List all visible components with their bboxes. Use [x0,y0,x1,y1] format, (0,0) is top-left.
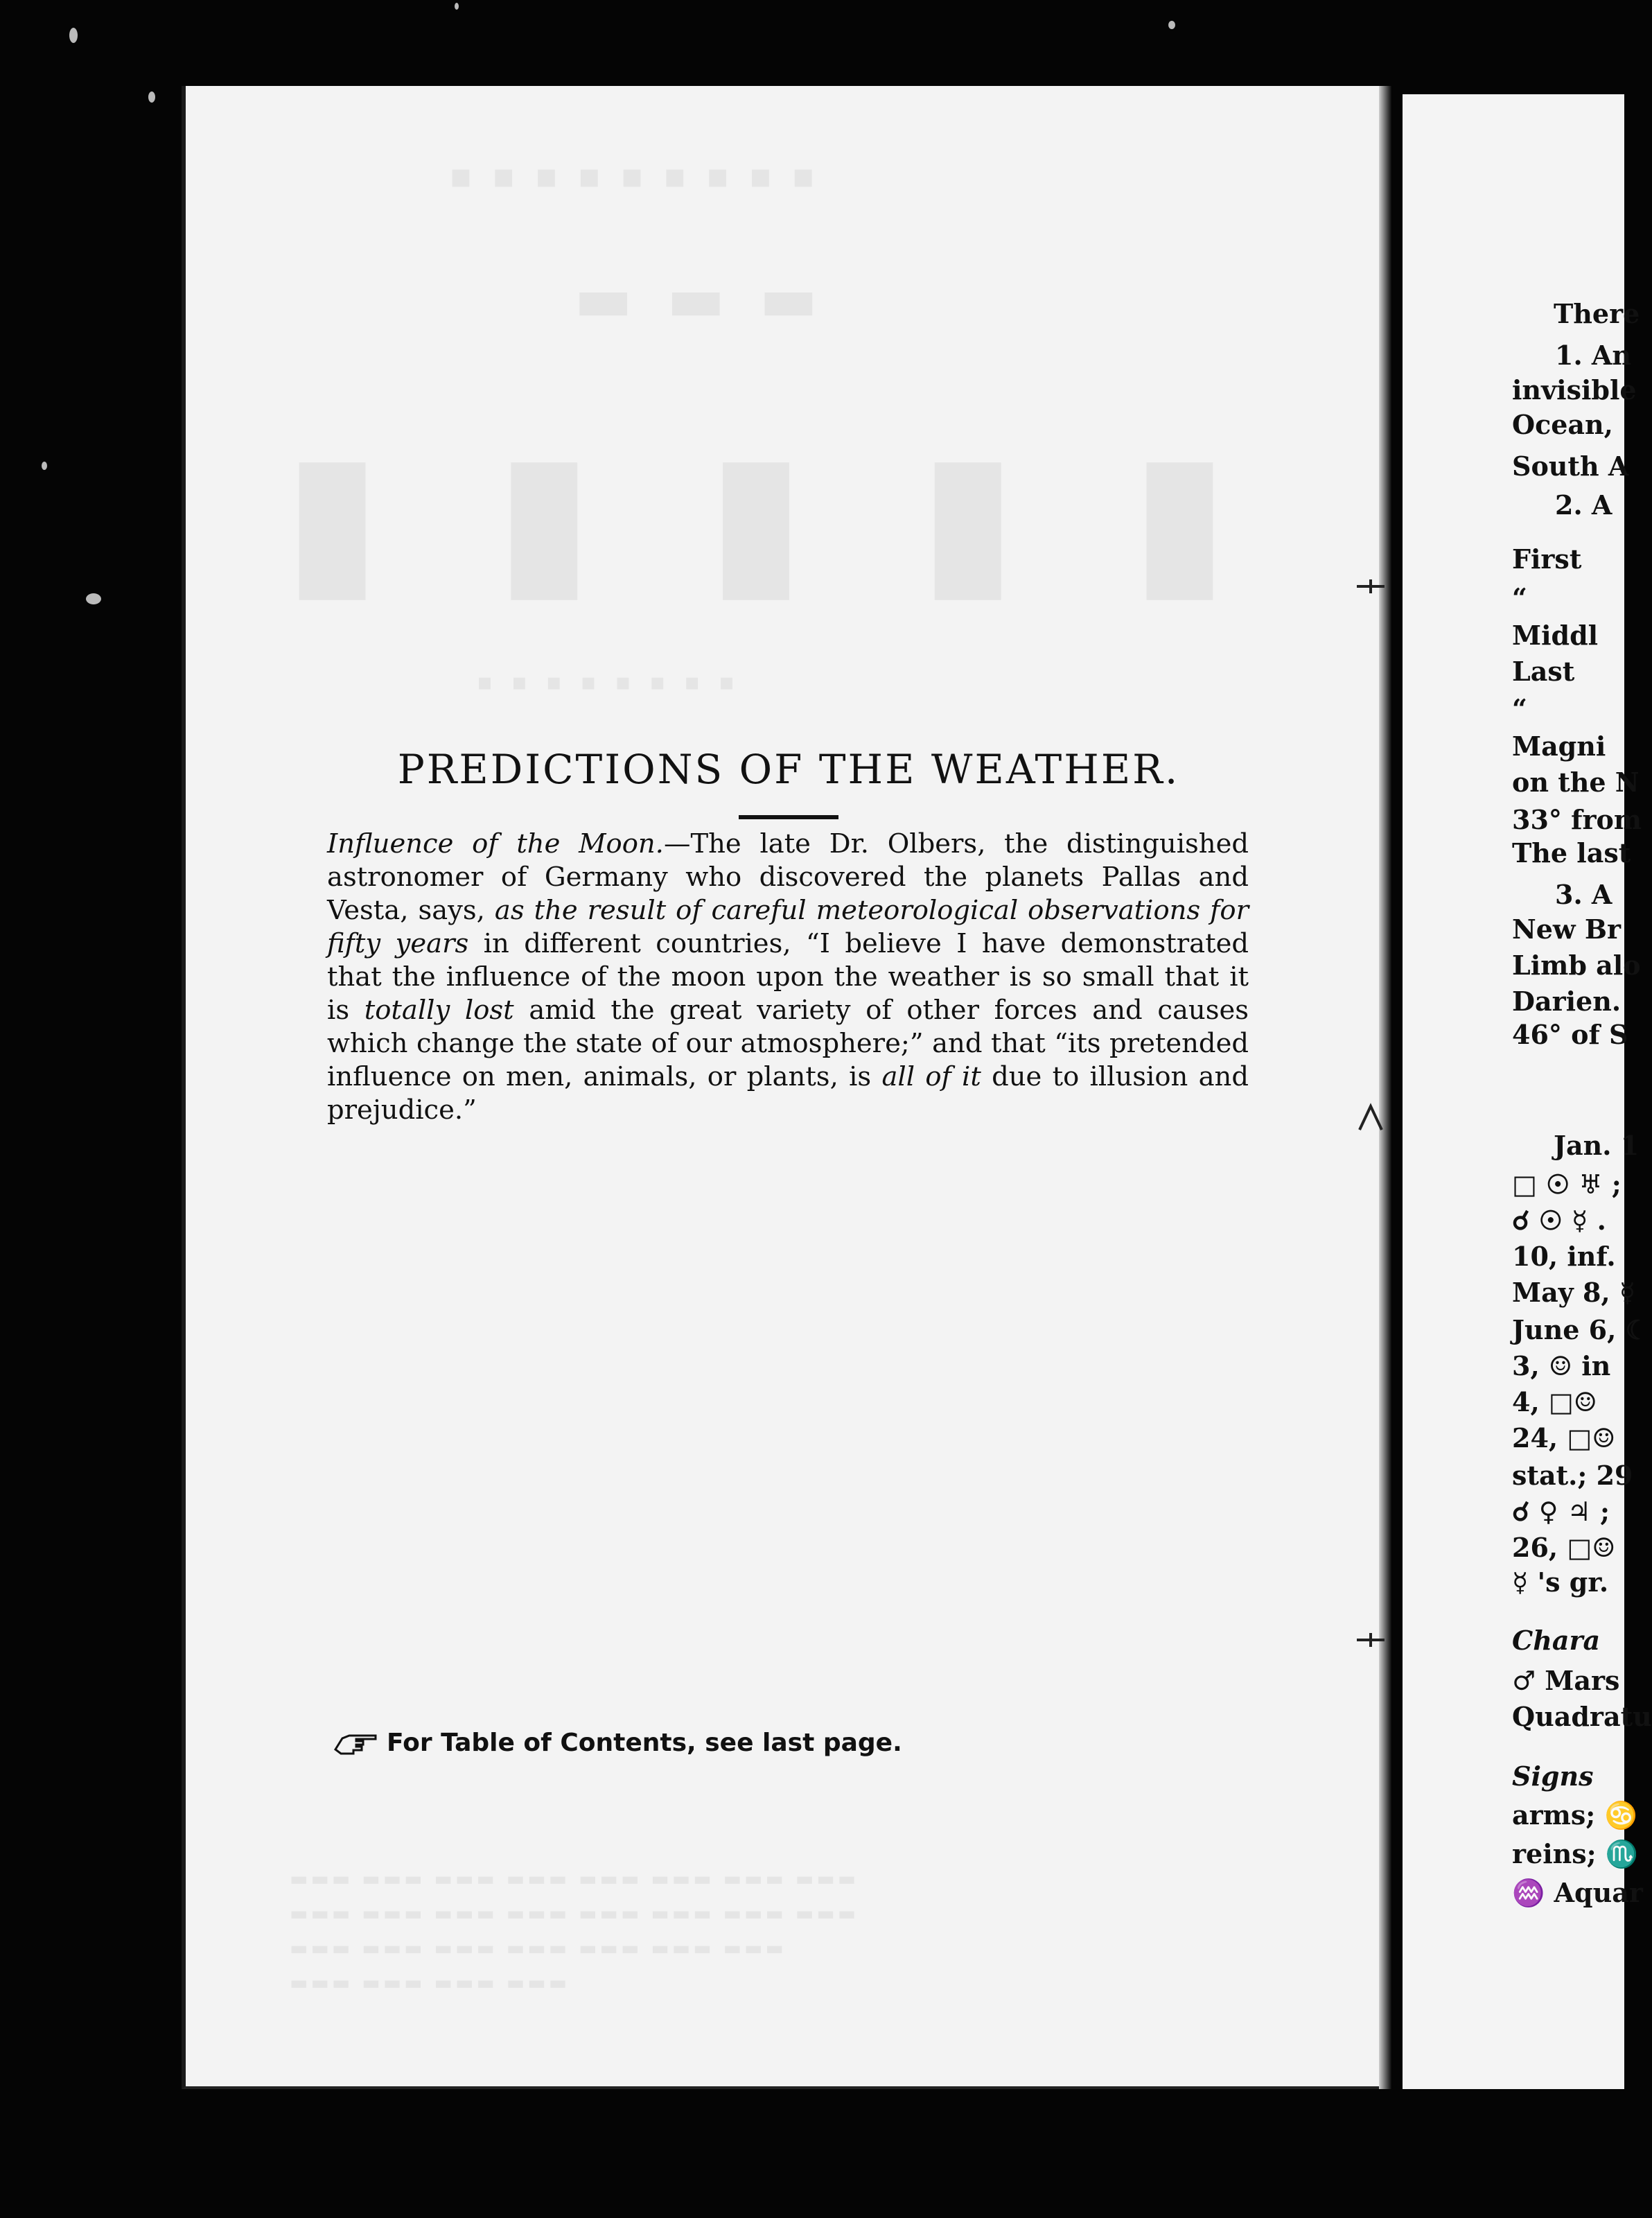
right-page-line: Magni [1512,731,1606,762]
paragraph-text: amid the great variety of other forces and causes which change the state of our atmosphere;” and that “its pretended influence on men, animals, or plants, is [327,995,1249,1092]
show-through: ▬▬▬ ▬▬▬ ▬▬▬ ▬▬▬ ▬▬▬ ▬▬▬ ▬▬▬ ▬▬▬ [290,1902,859,1925]
right-page-line: Darien. [1512,986,1622,1017]
right-page-line: 33° from [1512,804,1642,835]
right-page-line: 24, □☺ [1512,1422,1616,1453]
right-page-line: Middl [1512,620,1599,651]
right-page-line: 1. An [1555,340,1632,371]
scan-speck [455,3,459,10]
footer-note [333,1729,902,1757]
right-page-line: 26, □☺ [1512,1532,1616,1563]
right-page-line: □ ☉ ♅ ; [1512,1169,1622,1200]
scan-speck [1168,21,1175,29]
right-page-line: Chara [1512,1625,1601,1656]
right-page-line: ☿ 's gr. [1512,1566,1609,1598]
right-page-line: invisible [1512,374,1637,405]
show-through: ▬▬▬ ▬▬▬ ▬▬▬ ▬▬▬ [290,1971,570,1994]
paragraph-text: —The late Dr. Olbers, the distinguished astronomer of Germany who discovered the planets Pallas and Vesta, says, [327,828,1249,926]
right-page-line: There [1554,298,1640,329]
scan-speck [86,593,101,604]
show-through: ▬▬▬ ▬▬▬ ▬▬▬ ▬▬▬ ▬▬▬ ▬▬▬ ▬▬▬ [290,1937,787,1959]
right-page-line: 46° of S [1512,1019,1628,1050]
right-page-line: stat.; 29 [1512,1460,1633,1491]
right-page-line: arms; ♋ [1512,1799,1637,1831]
paragraph-emphasis: as the result of careful meteorological observations for fifty years [327,895,1249,959]
right-page-line: First [1512,543,1582,575]
right-page-line: The last [1512,837,1631,868]
scan-speck [148,91,155,103]
paragraph-emphasis: all of it [881,1061,981,1092]
body-paragraph [327,828,1249,1127]
right-page-line: Signs [1512,1761,1594,1792]
show-through: ▬ ▬ ▬ [574,263,825,335]
paragraph-emphasis: totally lost [364,995,514,1026]
footer-note-text: For Table of Contents, see last page. [387,1729,902,1757]
right-page-line: Limb alo [1512,950,1641,981]
show-through: ▮ ▮ ▮ ▮ ▮ [283,412,1257,621]
binding-clip-icon [1357,1103,1385,1131]
right-page-line: “ [1512,693,1527,724]
pointing-hand-icon [333,1729,381,1756]
right-page-line: 4, □☺ [1512,1386,1597,1417]
right-page-line: ♒ Aquar [1512,1877,1643,1908]
right-page-line: Jan. 1 [1554,1130,1640,1161]
right-page-line: South A [1512,451,1629,482]
paragraph-text: due to illusion and prejudice.” [327,1061,1249,1126]
right-page-line: 3. A [1555,879,1613,910]
right-page-line: “ [1512,582,1527,613]
right-page-line: 3, ☺ in [1512,1350,1611,1381]
show-through: ▬▬▬ ▬▬▬ ▬▬▬ ▬▬▬ ▬▬▬ ▬▬▬ ▬▬▬ ▬▬▬ [290,1867,859,1890]
show-through: ▪ ▪ ▪ ▪ ▪ ▪ ▪ ▪ ▪ [449,155,820,195]
right-page [1403,94,1652,2089]
right-page-line: May 8, ☿ [1512,1277,1636,1308]
right-page-line: Ocean, [1512,409,1613,440]
page-gutter [1379,86,1391,2089]
right-page-line: ☌ ☉ ☿ . [1512,1205,1606,1236]
paragraph-lead: Influence of the Moon. [327,828,664,859]
left-page [182,86,1391,2089]
scan-speck [42,462,47,470]
paragraph-text: in different countries, “I believe I have demonstrated that the influence of the moon upon the weather is so small that it is [327,928,1249,1026]
right-page-line: June 6, ☾ [1512,1314,1649,1345]
right-page-line: New Br [1512,914,1621,945]
right-page-line: reins; ♏ [1512,1838,1639,1869]
right-page-line: on the N [1512,767,1640,798]
show-through: ▪ ▪ ▪ ▪ ▪ ▪ ▪ ▪ [477,668,740,696]
right-page-line: Quadratu [1512,1701,1652,1732]
right-page-line: ♂ Mars [1512,1665,1620,1696]
right-page-line: Last [1512,656,1575,687]
right-page-line: 10, inf. [1512,1241,1616,1272]
page-title: PREDICTIONS OF THE WEATHER. [397,746,1180,793]
right-page-line: ☌ ♀ ♃ ; [1512,1496,1610,1527]
binding-clip-icon [1357,579,1385,593]
scan-speck [69,28,78,43]
title-rule [739,815,838,819]
right-page-line: 2. A [1555,489,1613,521]
binding-clip-icon [1357,1633,1385,1647]
